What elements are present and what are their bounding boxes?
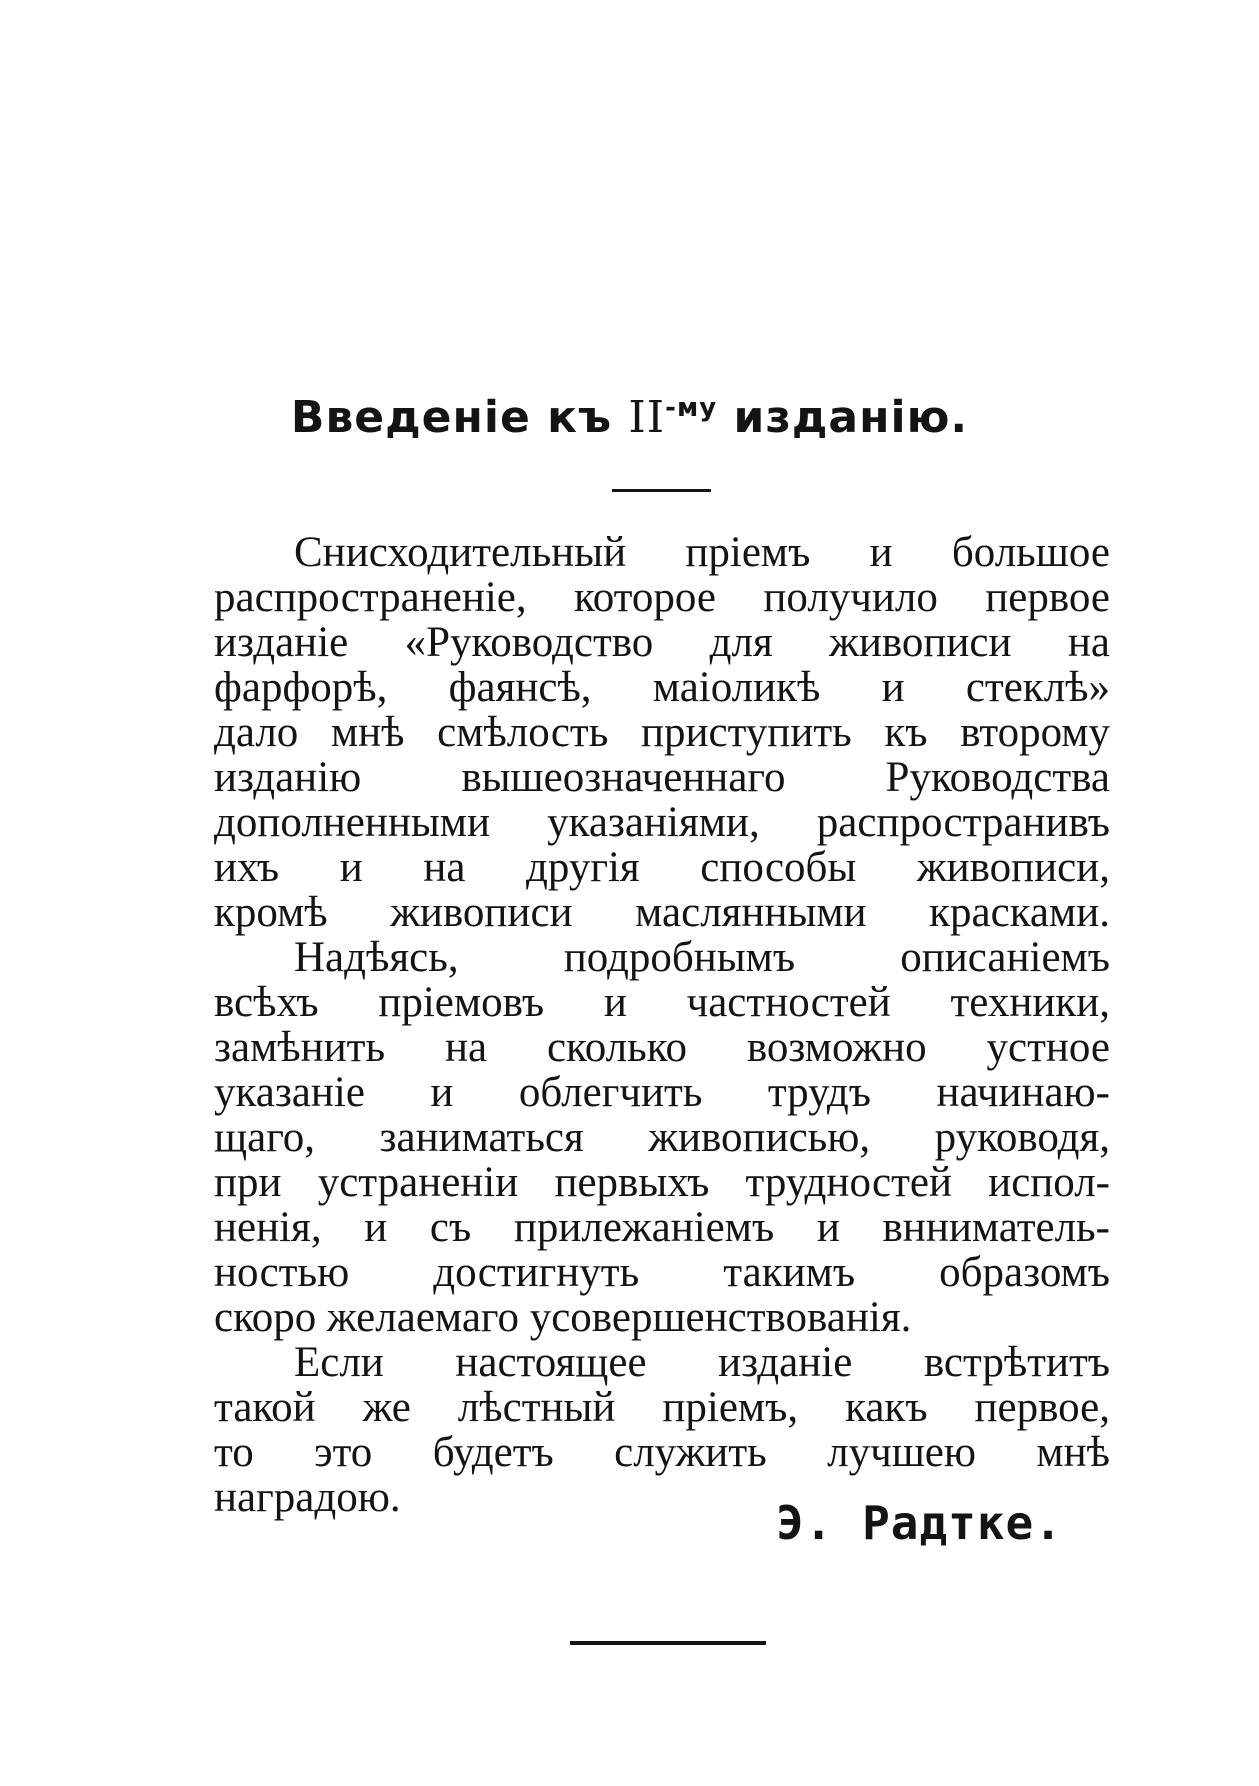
text-line: указаніе и облегчить трудъ начинаю-	[214, 1069, 1110, 1116]
title-part-1: Введеніе къ	[290, 392, 629, 443]
title-roman-numeral: II	[628, 392, 666, 443]
text-line: щаго, заниматься живописью, руководя,	[214, 1114, 1110, 1161]
text-line: изданію вышеозначеннаго Руководства	[214, 754, 1110, 801]
text-line: наградою.	[214, 1474, 401, 1521]
text-line: ностью достигнуть такимъ образомъ	[214, 1249, 1110, 1296]
text-line: кромѣ живописи маслянными красками.	[214, 889, 1110, 936]
text-line: ихъ и на другія способы живописи,	[214, 844, 1110, 891]
text-line: Надѣясь, подробнымъ описаніемъ	[294, 934, 1110, 981]
text-line: ненія, и съ прилежаніемъ и внниматель-	[214, 1204, 1110, 1251]
text-line: Если настоящее изданіе встрѣтитъ	[294, 1339, 1110, 1386]
author-signature: Э. Радтке.	[776, 1496, 1063, 1550]
introduction-text	[214, 530, 1110, 1520]
text-line: изданіе «Руководство для живописи на	[214, 619, 1110, 666]
title-part-2: изданію.	[717, 392, 969, 443]
text-line: дало мнѣ смѣлость приступить къ второму	[214, 709, 1110, 756]
text-line: замѣнить на сколько возможно устное	[214, 1024, 1110, 1071]
text-line: при устраненіи первыхъ трудностей испол-	[214, 1159, 1110, 1206]
text-line: фарфорѣ, фаянсѣ, маіоликѣ и стеклѣ»	[214, 664, 1110, 711]
title-divider	[612, 489, 711, 492]
text-line: скоро желаемаго усовершенствованія.	[214, 1294, 912, 1341]
closing-divider	[570, 1641, 766, 1645]
page-title	[0, 392, 1259, 443]
text-line: дополненными указаніями, распространивъ	[214, 799, 1110, 846]
text-line: всѣхъ пріемовъ и частностей техники,	[214, 979, 1110, 1026]
text-line: распространеніе, которое получило первое	[214, 574, 1110, 621]
title-superscript: -му	[665, 393, 718, 423]
text-line: такой же лѣстный пріемъ, какъ первое,	[214, 1384, 1110, 1431]
text-line: Снисходительный пріемъ и большое	[294, 529, 1110, 576]
text-line: то это будетъ служить лучшею мнѣ	[214, 1429, 1110, 1476]
